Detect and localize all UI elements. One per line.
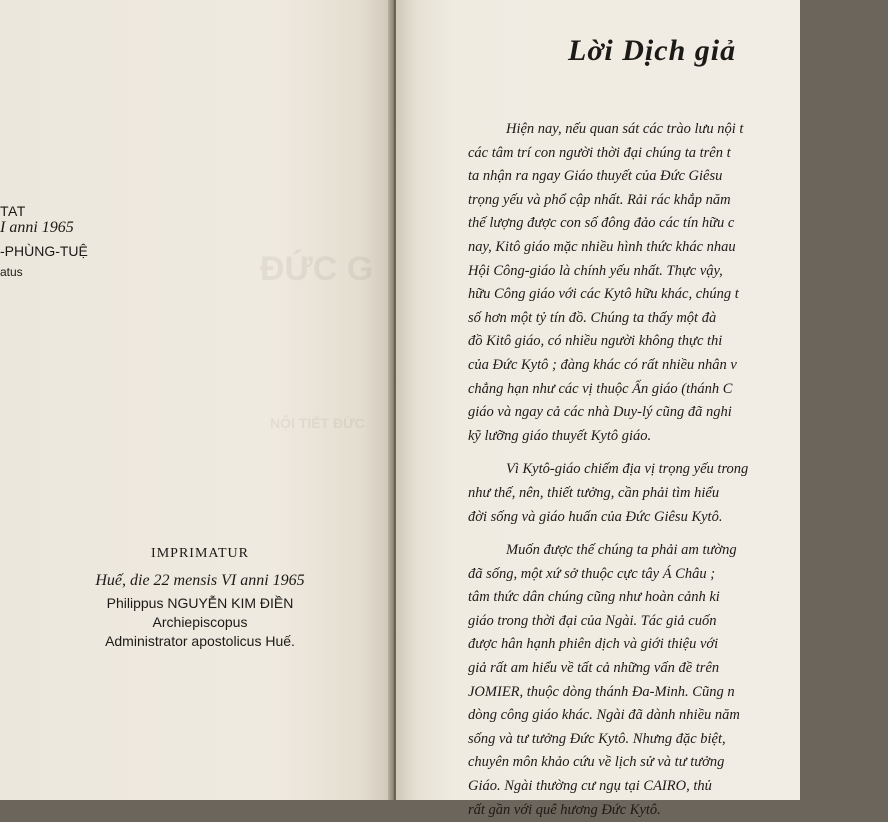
- paragraph-gap: [468, 448, 888, 458]
- text-line: chẳng hạn như các vị thuộc Ấn giáo (thánh C: [468, 380, 733, 397]
- text-line: Hội Công-giáo là chính yếu nhất. Thực vậy,: [468, 262, 723, 279]
- text-line: Hiện nay, nếu quan sát các trào lưu nội t: [506, 121, 744, 137]
- paragraph: [468, 539, 888, 822]
- text-line: sống và tư tưởng Đức Kytô. Nhưng đặc biệt,: [468, 730, 726, 747]
- nihil-obstat-fragment: TAT: [0, 203, 26, 219]
- paragraph: [468, 118, 888, 448]
- right-page: [396, 0, 800, 818]
- paragraph-gap: [468, 529, 888, 539]
- paragraph: [468, 458, 888, 529]
- text-line: rất gần với quê hương Đức Kytô.: [468, 801, 661, 818]
- imprimatur-block: [40, 545, 360, 651]
- text-line: đồ Kitô giáo, có nhiều người không thực thi: [468, 333, 723, 350]
- imprimatur-title: IMPRIMATUR: [151, 546, 249, 561]
- text-line: hữu Công giáo với các Kytô hữu khác, chúng t: [468, 286, 739, 303]
- text-line: JOMIER, thuộc dòng thánh Đa-Minh. Cũng n: [468, 683, 735, 700]
- imprimatur-name: Philippus NGUYỄN KIM ĐIỀN: [106, 595, 294, 612]
- text-line: trọng yếu và phổ cập nhất. Rải rác khắp năm: [468, 191, 731, 208]
- text-line: Muốn được thế chúng ta phải am tường: [506, 542, 737, 559]
- text-line: ta nhận ra ngay Giáo thuyết của Đức Giêsu: [468, 168, 723, 185]
- body-text: [468, 118, 888, 822]
- imprimatur-place-date: Huế, die 22 mensis VI anni 1965: [95, 571, 305, 589]
- text-line: số hơn một tỷ tín đồ. Chúng ta thấy một đà: [468, 309, 717, 326]
- imprimatur-office: Administrator apostolicus Huế.: [105, 633, 295, 650]
- text-line: được hân hạnh phiên dịch và giới thiệu với: [468, 636, 719, 653]
- censor-role-fragment: atus: [0, 265, 23, 279]
- text-line: như thế, nên, thiết tưởng, cần phải tìm hiểu: [468, 484, 720, 501]
- nihil-obstat-date-fragment: I anni 1965: [0, 219, 74, 236]
- text-line: đời sống và giáo huấn của Đức Giêsu Kytô.: [468, 508, 723, 525]
- text-line: đã sống, một xứ sở thuộc cực tây Á Châu ;: [468, 565, 716, 582]
- show-through-text: NỘI TIẾT ĐỨC: [270, 415, 365, 431]
- censor-name-fragment: -PHÙNG-TUỆ: [0, 243, 88, 259]
- text-line: Vì Kytô-giáo chiếm địa vị trọng yếu trong: [506, 461, 749, 478]
- imprimatur-role: Archiepiscopus: [152, 614, 248, 631]
- text-line: tâm thức dân chúng cũng như hoàn cảnh ki: [468, 589, 720, 606]
- text-line: giáo trong thời đại của Ngài. Tác giả cuốn: [468, 612, 717, 629]
- left-page: [0, 0, 392, 800]
- page-title: Lời Dịch giả: [568, 34, 737, 67]
- text-line: Giáo. Ngài thường cư ngụ tại CAIRO, thủ: [468, 778, 712, 795]
- text-line: dòng công giáo khác. Ngài đã dành nhiều năm: [468, 707, 740, 724]
- text-line: kỹ lưỡng giáo thuyết Kytô giáo.: [468, 427, 652, 444]
- text-line: thế lượng được con số đông đảo các tín hữu c: [468, 215, 735, 232]
- show-through-text: ĐỨC G: [260, 250, 374, 288]
- text-line: nay, Kitô giáo mặc nhiều hình thức khác nhau: [468, 238, 736, 255]
- text-line: của Đức Kytô ; đàng khác có rất nhiều nhân v: [468, 356, 737, 373]
- text-line: giả rất am hiểu về tất cả những vấn đề trên: [468, 660, 720, 677]
- text-line: các tâm trí con người thời đại chúng ta trên t: [468, 144, 731, 161]
- text-line: chuyên môn khảo cứu về lịch sử và tư tưởng: [468, 754, 725, 771]
- text-line: giáo và ngay cả các nhà Duy-lý cũng đã nghi: [468, 404, 732, 421]
